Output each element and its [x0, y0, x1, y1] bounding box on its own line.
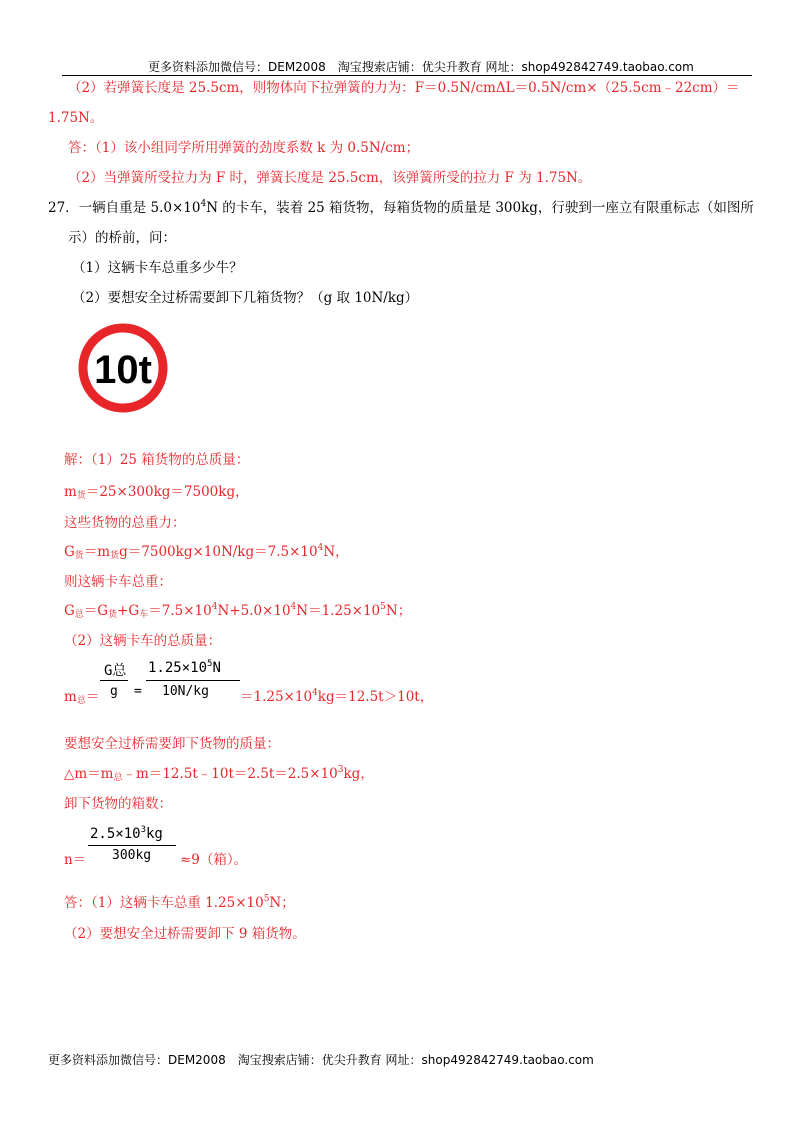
sign-label: 10t: [94, 348, 152, 392]
question-2: （2）要想安全过桥需要卸下几箱货物？（g 取 10N/kg）: [72, 290, 419, 306]
fraction-1-numerator-1: G总: [104, 663, 127, 679]
weight-limit-sign: [78, 323, 168, 413]
page-footer: 更多资料添加微信号：DEM2008 淘宝搜索店铺：优尖升教育 网址：shop492842749.taobao.com: [48, 1053, 594, 1067]
header-rule: [62, 75, 752, 76]
question-1: （1）这辆卡车总重多少牛？: [72, 260, 243, 276]
solution-step-8-result: $=1.25\times 10^4kg=12.5t>10t$，: [240, 688, 434, 705]
fraction-1-bar-1: [100, 680, 128, 681]
prev-line-1: （2）若弹簧长度是 25.5cm，则物体向下拉弹簧的力为：F＝0.5N/cmΔL＝0.5N/cm×（25.5cm﹣22cm）＝: [68, 80, 740, 96]
solution-step-8-label: $m_总=$: [64, 689, 100, 706]
solution-step-4: $G_货=m_货g=7500kg\times 10N/kg=7.5\times 10^4N$，: [64, 543, 349, 561]
solution-step-11: 卸下货物的箱数：: [64, 796, 172, 812]
solution-step-2: $m_货=25\times 300kg=7500kg$，: [64, 484, 249, 501]
fraction-1-numerator-2: $1.25\times 10^5N$: [148, 659, 221, 676]
solution-step-9: 要想安全过桥需要卸下货物的质量：: [64, 736, 280, 752]
prev-line-2: 1.75N。: [48, 110, 104, 126]
solution-step-6: $G_总=G_货+G_车=7.5\times 10^4N+5.0\times 10^4N=1.25\times 10^5N$；: [64, 602, 412, 620]
problem-line-2: 示）的桥前，问：: [68, 230, 176, 246]
solution-step-7: （2）这辆卡车的总质量：: [64, 633, 222, 649]
solution-step-1: 解：（1）25 箱货物的总质量：: [64, 452, 250, 468]
answer-1: 答：（1）这辆卡车总重 $1.25\times 10^5N$；: [64, 894, 295, 911]
prev-answer-1: 答：（1）该小组同学所用弹簧的劲度系数 k 为 0.5N/cm；: [68, 140, 420, 156]
fraction-2-numerator: $2.5\times 10^3kg$: [90, 825, 163, 842]
solution-step-10: $\triangle m=m_总﹣m=12.5t﹣10t=2.5t=2.5\times 10^3kg$，: [64, 765, 374, 783]
answer-2: （2）要想安全过桥需要卸下 9 箱货物。: [64, 926, 306, 942]
prev-answer-2: （2）当弹簧所受拉力为 F 时，弹簧长度是 25.5cm，该弹簧所受的拉力 F 为 1.75N。: [68, 170, 592, 186]
problem-number: 27．: [48, 200, 79, 216]
solution-step-3: 这些货物的总重力：: [64, 515, 186, 531]
page-header: 更多资料添加微信号：DEM2008 淘宝搜索店铺：优尖升教育 网址：shop492842749.taobao.com: [148, 60, 694, 74]
solution-step-12-result: ≈9（箱）。: [180, 852, 248, 868]
solution-step-12-label: n＝: [64, 852, 87, 868]
fraction-2-denominator: 300kg: [112, 848, 152, 863]
problem-line-1: 27．一辆自重是 $5.0\times 10^4N$ 的卡车，装着 25 箱货物，每箱货物的质量是 300kg，行驶到一座立有限重标志（如图所: [48, 199, 754, 216]
solution-step-5: 则这辆卡车总重：: [64, 574, 172, 590]
fraction-1-equals: =: [134, 684, 142, 699]
fraction-2-bar: [88, 845, 176, 846]
fraction-1-denominator-1: g: [110, 684, 118, 699]
fraction-1-bar-2: [146, 680, 240, 681]
fraction-1-denominator-2: 10N/kg: [162, 684, 209, 699]
